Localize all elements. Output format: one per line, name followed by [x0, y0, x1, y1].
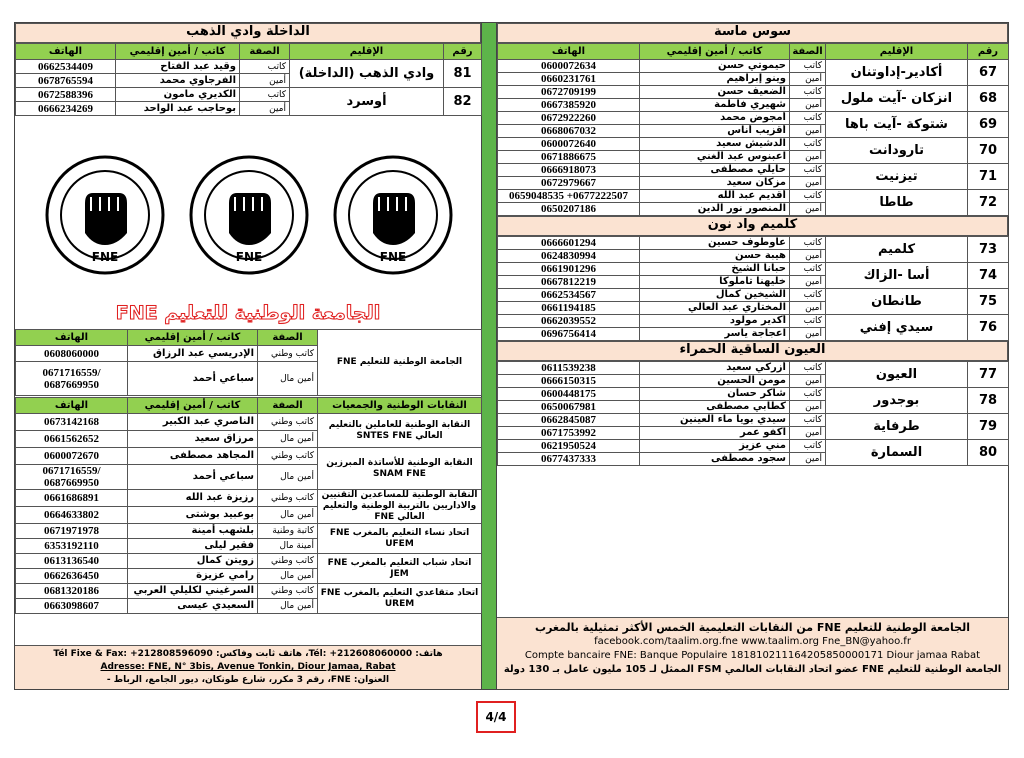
phone: 0677437333	[498, 453, 640, 466]
member-role: أمين	[790, 177, 826, 190]
province-name: انزكان -آيت ملول	[826, 86, 968, 112]
member-role: أمين	[240, 74, 290, 88]
phone: 0611539238	[498, 362, 640, 375]
header-phone: الهاتف	[498, 44, 640, 60]
union-name: النقابة الوطنية للمساعدين التقنيين والاداريين بالتربية الوطنية والتعليم العالي FNE	[318, 490, 482, 524]
address-fr: Adresse: FNE, N° 3bis, Avenue Tonkin, Diour Jamaa, Rabat	[100, 662, 396, 672]
phone: 0659048535 +0677222507	[498, 190, 640, 203]
union-name: اتحاد متقاعدي التعليم بالمغرب FNE UREM	[318, 584, 482, 614]
section-title-dakhla: الداخلة وادي الذهب	[15, 23, 481, 43]
member-role: كاتب	[790, 362, 826, 375]
union-name: النقابة الوطنية للأساتذة المبرزين SNAM FNE	[318, 448, 482, 490]
member-name: سيدي بويا ماء العينين	[640, 414, 790, 427]
region-table	[497, 361, 1009, 466]
phone: 0650207186	[498, 203, 640, 216]
header-num: رقم	[444, 44, 482, 60]
member-role: أمين مال	[258, 465, 318, 490]
member-name: رزيزة عبد الله	[128, 490, 258, 507]
phone: 0668067032	[498, 125, 640, 138]
phone: 0664633802	[16, 507, 128, 524]
table-row	[498, 190, 1009, 203]
member-name: أقديم عبد الله	[640, 190, 790, 203]
phone: 0662636450	[16, 569, 128, 584]
member-name: مومن الحسين	[640, 375, 790, 388]
phone: 0661686891	[16, 490, 128, 507]
member-role: أمين مال	[258, 599, 318, 614]
region-table	[497, 43, 1009, 216]
phone: 0662534409	[16, 60, 116, 74]
member-role: أمين	[790, 328, 826, 341]
footer-links: facebook.com/taalim.org.fne www.taalim.org Fne_BN@yahoo.fr	[594, 636, 911, 647]
phone: 0600072640	[498, 138, 640, 151]
province-number: 70	[968, 138, 1009, 164]
phone: 0663098607	[16, 599, 128, 614]
member-role: كاتب	[240, 88, 290, 102]
fne-logo	[325, 153, 461, 285]
member-role: كاتب	[790, 60, 826, 73]
member-role: أمينة مال	[258, 539, 318, 554]
member-name: بلشهب أمينة	[128, 524, 258, 539]
dakhla-table	[15, 43, 482, 116]
member-name: مني عزيز	[640, 440, 790, 453]
province-name: أسا -الزاك	[826, 263, 968, 289]
phone: 0650067981	[498, 401, 640, 414]
member-name: خليهنا تاملوكا	[640, 276, 790, 289]
phone: 0608060000	[16, 346, 128, 362]
fne-info-footer	[497, 617, 1008, 689]
member-role: أمين	[790, 99, 826, 112]
member-name: حيموتي حسن	[640, 60, 790, 73]
member-name: أكدير مولود	[640, 315, 790, 328]
member-name: السرغيني لكليلي العربي	[128, 584, 258, 599]
member-role: أمين	[790, 375, 826, 388]
table-row	[16, 60, 482, 74]
table-row	[498, 289, 1009, 302]
header-role: الصفة	[240, 44, 290, 60]
table-row	[498, 86, 1009, 99]
phone: 0666601294	[498, 237, 640, 250]
member-name: الشيخين كمال	[640, 289, 790, 302]
table-row	[16, 414, 482, 431]
member-name: أزركي سعيد	[640, 362, 790, 375]
union-name: اتحاد نساء التعليم بالمغرب FNE UFEM	[318, 524, 482, 554]
member-name: مزكان سعيد	[640, 177, 790, 190]
phone: 0600072634	[498, 60, 640, 73]
province-number: 80	[968, 440, 1009, 466]
province-name: شتوكة -آيت باها	[826, 112, 968, 138]
phone: 0681320186	[16, 584, 128, 599]
phone: 0661562652	[16, 431, 128, 448]
province-name: العيون	[826, 362, 968, 388]
province-name: كلميم	[826, 237, 968, 263]
member-role: كاتب	[790, 237, 826, 250]
table-row	[498, 362, 1009, 375]
member-role: كاتب وطني	[258, 584, 318, 599]
member-name: المجاهد مصطفى	[128, 448, 258, 465]
member-role: كاتب	[240, 60, 290, 74]
table-row	[498, 237, 1009, 250]
header-phone: الهاتف	[16, 330, 128, 346]
province-name: بوجدور	[826, 388, 968, 414]
member-name: الإدريسي عبد الرزاق	[128, 346, 258, 362]
table-row	[498, 112, 1009, 125]
member-role: أمين	[790, 427, 826, 440]
svg-text:FNE: FNE	[235, 250, 263, 264]
header-phone: الهاتف	[16, 398, 128, 414]
member-role: أمين	[790, 401, 826, 414]
member-name: سباعي أحمد	[128, 362, 258, 396]
member-name: مرزاق سعيد	[128, 431, 258, 448]
phone: 0696756414	[498, 328, 640, 341]
member-role: أمين مال	[258, 431, 318, 448]
member-name: بوعبيد بوشتى	[128, 507, 258, 524]
province-name: وادي الذهب (الداخلة)	[290, 60, 444, 88]
section-title: العيون الساقية الحمراء	[497, 341, 1008, 361]
member-role: أمين	[790, 151, 826, 164]
member-name: السعيدي عيسى	[128, 599, 258, 614]
province-name: طاطا	[826, 190, 968, 216]
province-number: 75	[968, 289, 1009, 315]
region-table	[497, 236, 1009, 341]
phone: 0621950524	[498, 440, 640, 453]
logos-area	[15, 147, 481, 333]
phone: 0666150315	[498, 375, 640, 388]
member-name: أمجوض محمد	[640, 112, 790, 125]
member-role: كاتب وطني	[258, 346, 318, 362]
member-role: كاتب	[790, 112, 826, 125]
phone: 0671716559/ 0687669950	[16, 362, 128, 396]
footer-tagline: الجامعة الوطنية للتعليم FNE من النقابات التعليمية الخمس الأكثر تمثيلية بالمغرب	[535, 621, 970, 634]
province-number: 68	[968, 86, 1009, 112]
member-name: وينو إبراهيم	[640, 73, 790, 86]
phone: 0600448175	[498, 388, 640, 401]
svg-text:FNE: FNE	[379, 250, 407, 264]
member-role: كاتب وطني	[258, 414, 318, 431]
province-number: 71	[968, 164, 1009, 190]
phone: 0671886675	[498, 151, 640, 164]
province-number: 79	[968, 414, 1009, 440]
province-name: أوسرد	[290, 88, 444, 116]
province-number: 78	[968, 388, 1009, 414]
phone: 0678765594	[16, 74, 116, 88]
header-num: رقم	[968, 44, 1009, 60]
member-name: أقزيب أناس	[640, 125, 790, 138]
member-name: الضعيف حسن	[640, 86, 790, 99]
member-name: الدشيش سعيد	[640, 138, 790, 151]
right-column	[496, 22, 1009, 690]
province-number: 82	[444, 88, 482, 116]
member-name: اعجاجة ياسر	[640, 328, 790, 341]
member-role: أمين مال	[258, 569, 318, 584]
union-name: اتحاد شباب التعليم بالمغرب FNE JEM	[318, 554, 482, 584]
page-number: 4/4	[476, 701, 516, 733]
table-row	[498, 263, 1009, 276]
member-name: اعبنوس عبد الغني	[640, 151, 790, 164]
header-name: كاتب / أمين إقليمي	[128, 330, 258, 346]
member-role: كاتب	[790, 440, 826, 453]
member-role: كاتب	[790, 263, 826, 276]
member-role: كاتب وطني	[258, 448, 318, 465]
member-name: زويتن كمال	[128, 554, 258, 569]
province-number: 73	[968, 237, 1009, 263]
member-name: الكديري مامون	[116, 88, 240, 102]
province-name: طانطان	[826, 289, 968, 315]
table-row	[498, 414, 1009, 427]
member-name: اكفو عمر	[640, 427, 790, 440]
member-role: كاتب وطني	[258, 554, 318, 569]
phone: 0667385920	[498, 99, 640, 112]
member-role: كاتب	[790, 86, 826, 99]
header-province: الإقليم	[826, 44, 968, 60]
member-role: أمين	[790, 453, 826, 466]
phone: 0662845087	[498, 414, 640, 427]
phone: 0613136540	[16, 554, 128, 569]
member-role: أمين	[790, 203, 826, 216]
phone: 0667812219	[498, 276, 640, 289]
phone: 0672709199	[498, 86, 640, 99]
section-title: كلميم واد نون	[497, 216, 1008, 236]
fne-logo	[181, 153, 317, 285]
member-role: كاتب	[790, 190, 826, 203]
phone: 0662039552	[498, 315, 640, 328]
province-number: 81	[444, 60, 482, 88]
table-row	[498, 164, 1009, 177]
phone: 0671971978	[16, 524, 128, 539]
fne-logo	[37, 153, 173, 285]
member-name: الفرجاوي محمد	[116, 74, 240, 88]
province-name: طرفاية	[826, 414, 968, 440]
union-name: النقابة الوطنية للعاملين بالتعليم العالي SNTES FNE	[318, 414, 482, 448]
phone: 0662534567	[498, 289, 640, 302]
member-role: أمين مال	[258, 362, 318, 396]
member-role: كاتب	[790, 414, 826, 427]
member-name: كطابي مصطفى	[640, 401, 790, 414]
member-name: هيبة حسن	[640, 250, 790, 263]
member-role: أمين مال	[258, 507, 318, 524]
phone: 0672922260	[498, 112, 640, 125]
table-row	[498, 388, 1009, 401]
phone: 0600072670	[16, 448, 128, 465]
phone: 0671716559/ 0687669950	[16, 465, 128, 490]
province-number: 74	[968, 263, 1009, 289]
footer-fsm: الجامعة الوطنية للتعليم FNE عضو اتحاد النقابات العالمي FSM الممثل لـ 105 مليون عامل بـ 130 دولة	[503, 664, 1002, 675]
org-fne: الجامعة الوطنية للتعليم FNE	[318, 330, 482, 396]
province-number: 67	[968, 60, 1009, 86]
column-divider	[482, 22, 496, 690]
member-role: أمين	[240, 102, 290, 116]
phone: 0671753992	[498, 427, 640, 440]
table-row	[498, 60, 1009, 73]
member-name: شهيري فاطمة	[640, 99, 790, 112]
province-number: 72	[968, 190, 1009, 216]
header-name: كاتب / أمين إقليمي	[116, 44, 240, 60]
member-role: أمين	[790, 276, 826, 289]
member-role: كاتبة وطنية	[258, 524, 318, 539]
member-name: سجود مصطفى	[640, 453, 790, 466]
national-table	[15, 329, 482, 396]
header-phone: الهاتف	[16, 44, 116, 60]
member-name: بوحاجب عبد الواحد	[116, 102, 240, 116]
table-row	[16, 524, 482, 539]
member-role: كاتب	[790, 315, 826, 328]
member-role: أمين	[790, 125, 826, 138]
contact-phones: Tél Fixe & Fax: +212808596090 :هاتف ثابت وفاكس ،Tél: +212608060000 :هاتف	[53, 649, 443, 659]
member-name: الناصري عبد الكبير	[128, 414, 258, 431]
table-row	[498, 440, 1009, 453]
phone: 0660231761	[498, 73, 640, 86]
table-row	[16, 448, 482, 465]
table-row	[16, 88, 482, 102]
province-number: 76	[968, 315, 1009, 341]
table-row	[16, 554, 482, 569]
phone: 6353192110	[16, 539, 128, 554]
header-province: الإقليم	[290, 44, 444, 60]
left-column	[14, 22, 482, 690]
address-ar: العنوان: FNE، رقم 3 مكرر، شارع طونكان، ديور الجامع، الرباط -	[106, 675, 390, 685]
phone: 0666918073	[498, 164, 640, 177]
section-title: سوس ماسة	[497, 23, 1008, 43]
phone: 0661194185	[498, 302, 640, 315]
phone: 0624830994	[498, 250, 640, 263]
header-role: الصفة	[258, 330, 318, 346]
member-role: أمين	[790, 250, 826, 263]
header-org: النقابات الوطنية والجمعيات	[318, 398, 482, 414]
member-role: أمين	[790, 302, 826, 315]
member-role: كاتب	[790, 289, 826, 302]
phone: 0666234269	[16, 102, 116, 116]
member-role: أمين	[790, 73, 826, 86]
member-name: رامي عزيزة	[128, 569, 258, 584]
header-role: الصفة	[258, 398, 318, 414]
phone: 0672588396	[16, 88, 116, 102]
province-name: أكادير-إداوتنان	[826, 60, 968, 86]
member-name: شاكر حسان	[640, 388, 790, 401]
fne-banner: الجامعة الوطنية للتعليم FNE	[115, 302, 381, 324]
province-name: سيدي إفني	[826, 315, 968, 341]
member-role: كاتب وطني	[258, 490, 318, 507]
member-role: كاتب	[790, 164, 826, 177]
table-row	[16, 584, 482, 599]
member-name: عاوطوف حسين	[640, 237, 790, 250]
province-name: السمارة	[826, 440, 968, 466]
member-name: حايلي مصطفى	[640, 164, 790, 177]
member-name: سباعي أحمد	[128, 465, 258, 490]
member-name: وقيد عبد الفتاح	[116, 60, 240, 74]
table-row	[498, 138, 1009, 151]
svg-text:FNE: FNE	[91, 250, 119, 264]
member-name: المختاري عبد العالي	[640, 302, 790, 315]
member-name: المنصور نور الدين	[640, 203, 790, 216]
phone: 0673142168	[16, 414, 128, 431]
contact-footer	[15, 645, 481, 689]
table-row	[16, 490, 482, 507]
unions-table	[15, 397, 482, 614]
province-number: 69	[968, 112, 1009, 138]
table-row	[498, 315, 1009, 328]
member-name: حبانا الشيخ	[640, 263, 790, 276]
province-name: تارودانت	[826, 138, 968, 164]
member-role: كاتب	[790, 138, 826, 151]
header-name: كاتب / أمين إقليمي	[128, 398, 258, 414]
member-name: فقير ليلى	[128, 539, 258, 554]
phone: 0672979667	[498, 177, 640, 190]
header-name: كاتب / أمين إقليمي	[640, 44, 790, 60]
member-role: كاتب	[790, 388, 826, 401]
phone: 0661901296	[498, 263, 640, 276]
footer-bank: Compte bancaire FNE: Banque Populaire 181810211164205850000171 Diour jamaa Rabat	[524, 650, 981, 661]
header-role: الصفة	[790, 44, 826, 60]
province-name: تيزنيت	[826, 164, 968, 190]
province-number: 77	[968, 362, 1009, 388]
